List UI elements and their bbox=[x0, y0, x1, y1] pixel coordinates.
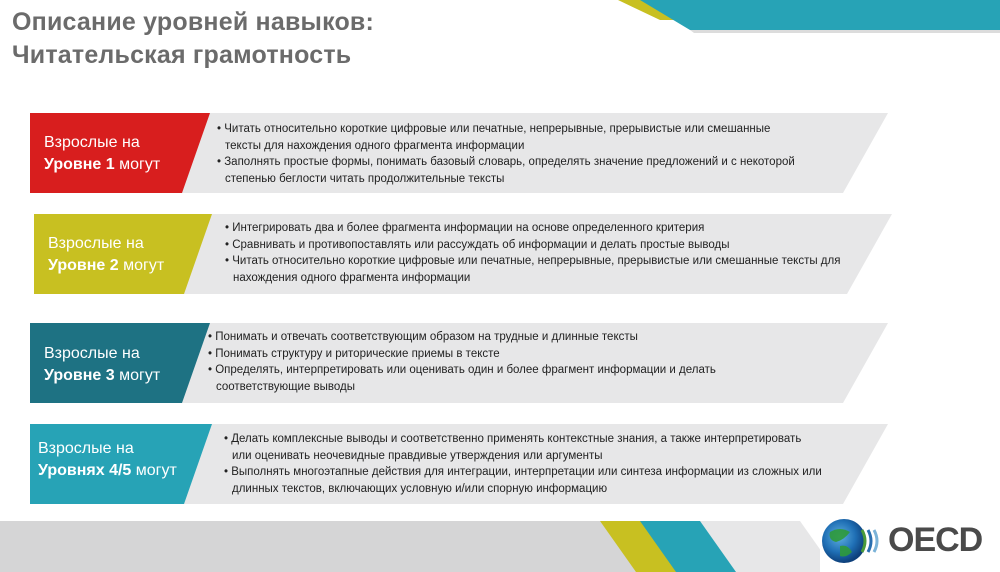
list-item: • Заполнять простые формы, понимать базовый словарь, определять значение предложений и с некоторой степенью беглости читать продолжительные тексты bbox=[217, 154, 797, 187]
level-1-label-prefix: Взрослые на bbox=[44, 134, 140, 151]
level-2-label-suffix: могут bbox=[118, 257, 165, 274]
list-item: • Понимать структуру и риторические приемы в тексте bbox=[208, 346, 808, 363]
oecd-logo-text: OECD bbox=[888, 521, 983, 559]
level-1-label-suffix: могут bbox=[114, 156, 161, 173]
level-3-label-suffix: могут bbox=[114, 367, 161, 384]
level-1-label-bold: Уровне 1 bbox=[44, 156, 115, 173]
top-stripe-teal bbox=[640, 0, 1000, 30]
level-3-label bbox=[44, 343, 160, 387]
list-item: • Читать относительно короткие цифровые или печатные, непрерывные, прерывистые или смешанные тексты для нахождения одного фрагмента информации bbox=[225, 253, 855, 286]
list-item: • Выполнять многоэтапные действия для интеграции, интерпретации или синтеза информации из сложных или длинных текстов, включающих условную и/или спорную информацию bbox=[224, 464, 824, 497]
level-1-label bbox=[44, 132, 160, 176]
level-2-label bbox=[48, 233, 164, 277]
level-2-label-bold: Уровне 2 bbox=[48, 257, 119, 274]
list-item: • Читать относительно короткие цифровые или печатные, непрерывные, прерывистые или смешанные тексты для нахождения одного фрагмента информации bbox=[217, 121, 797, 154]
level-4-5-label bbox=[38, 438, 177, 482]
level-1-bullets bbox=[217, 121, 797, 187]
level-1-band bbox=[30, 113, 890, 193]
title-line-2: Читательская грамотность bbox=[12, 41, 352, 69]
title-line-1: Описание уровней навыков: bbox=[12, 8, 375, 36]
page-title bbox=[12, 6, 374, 72]
list-item: • Сравнивать и противопоставлять или рассуждать об информации и делать простые выводы bbox=[225, 237, 855, 254]
list-item: • Определять, интерпретировать или оценивать один и более фрагмент информации и делать соответствующие выводы bbox=[208, 362, 808, 395]
level-3-label-prefix: Взрослые на bbox=[44, 345, 140, 362]
level-4-5-label-suffix: могут bbox=[131, 462, 177, 479]
level-2-band bbox=[34, 214, 894, 294]
level-3-bullets bbox=[208, 329, 808, 395]
level-2-label-prefix: Взрослые на bbox=[48, 235, 144, 252]
level-4-5-label-prefix: Взрослые на bbox=[38, 440, 134, 457]
level-3-band bbox=[30, 323, 890, 403]
list-item: • Делать комплексные выводы и соответственно применять контекстные знания, а также интерпретировать или оценивать неочевидные правдивые утверждения или аргументы bbox=[224, 431, 824, 464]
level-4-5-band bbox=[30, 424, 890, 504]
level-4-5-label-bold: Уровнях 4/5 bbox=[38, 462, 132, 479]
list-item: • Интегрировать два и более фрагмента информации на основе определенного критерия bbox=[225, 220, 855, 237]
level-3-label-bold: Уровне 3 bbox=[44, 367, 115, 384]
top-stripe-gray bbox=[690, 30, 1000, 33]
list-item: • Понимать и отвечать соответствующим образом на трудные и длинные тексты bbox=[208, 329, 808, 346]
level-4-5-bullets bbox=[224, 431, 824, 497]
level-2-bullets bbox=[225, 220, 855, 286]
